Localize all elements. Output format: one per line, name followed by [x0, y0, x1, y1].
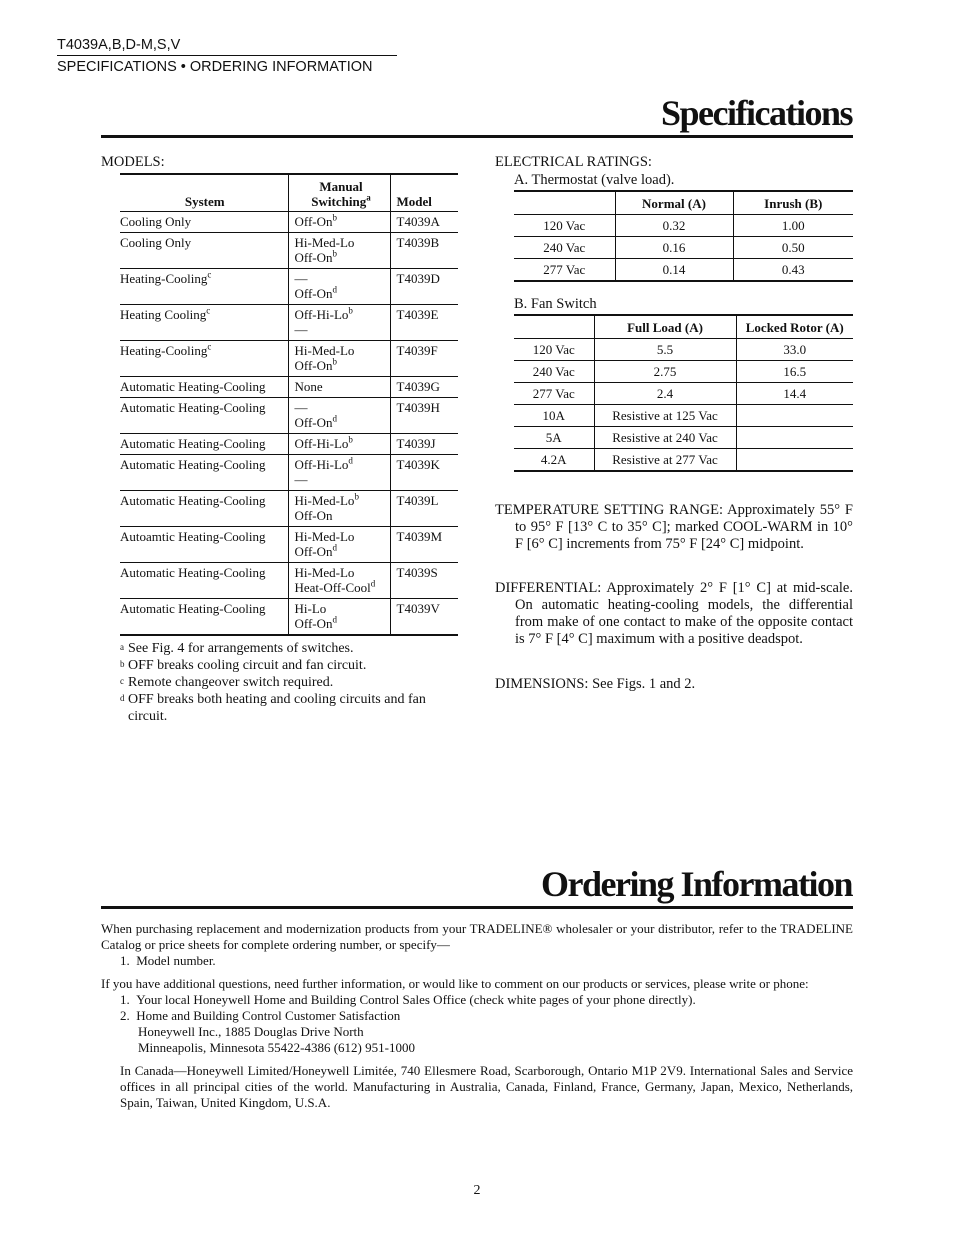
table-row — [514, 405, 853, 427]
switching-cell — [288, 341, 390, 377]
table-row — [120, 491, 458, 527]
switching-line-2: Off-On — [294, 250, 333, 265]
model-cell: T4039S — [390, 563, 458, 599]
switching-line-2: Off-On — [294, 358, 333, 373]
table-row — [120, 341, 458, 377]
table-cell — [736, 427, 853, 449]
switching-cell — [288, 455, 390, 491]
system-text: Automatic Heating-Cooling — [120, 493, 266, 508]
footnote: c Remote changeover switch required. — [120, 675, 334, 690]
footnote-text: See Fig. 4 for arrangements of switches. — [128, 641, 354, 656]
switching-cell — [288, 434, 390, 455]
dimensions-block — [495, 676, 853, 693]
system-cell — [120, 563, 288, 599]
footnote-ref: a — [366, 192, 371, 203]
table-row — [120, 527, 458, 563]
differential-text: DIFFERENTIAL: Approximately 2° F [1° C] at mid-scale. On automatic heating-cooling models, the differential from make of one contact to make of the opposite contact is 7° F [4° C] maximum with a positive deadspot. — [495, 580, 853, 647]
page-number: 2 — [473, 1183, 481, 1198]
system-cell — [120, 341, 288, 377]
switching-line-2: Off-On — [294, 286, 333, 301]
address-line-2: Minneapolis, Minnesota 55422-4386 (612) 951-1000 — [138, 1040, 415, 1055]
specifications-rule — [101, 135, 853, 138]
switching-line-2: Heat-Off-Cool — [294, 580, 371, 595]
footnote-text: OFF breaks both heating and cooling circuits and fan circuit. — [128, 692, 426, 724]
system-text: Automatic Heating-Cooling — [120, 457, 266, 472]
column-header — [514, 191, 615, 215]
switching-cell — [288, 269, 390, 305]
model-cell: T4039K — [390, 455, 458, 491]
system-cell — [120, 398, 288, 434]
system-cell — [120, 527, 288, 563]
footnote-ref: c — [206, 305, 211, 316]
switching-line-2: Off-On — [294, 508, 333, 523]
header-system: System — [120, 174, 288, 212]
footnote-ref: d — [332, 542, 338, 553]
footnote-ref: d — [370, 578, 376, 589]
header-model: Model — [390, 174, 458, 212]
footnote: b OFF breaks cooling circuit and fan circuit. — [120, 658, 367, 673]
table-cell: 0.32 — [615, 215, 733, 237]
switching-cell — [288, 527, 390, 563]
column-header: Inrush (B) — [733, 191, 853, 215]
switching-cell — [288, 563, 390, 599]
system-cell — [120, 233, 288, 269]
footnote-ref: d — [332, 614, 338, 625]
fan-switch-label: B. Fan Switch — [514, 296, 597, 312]
differential-block — [495, 580, 853, 648]
footnote-text: Remote changeover switch required. — [128, 675, 334, 690]
footnote-ref: b — [332, 248, 338, 259]
switching-cell — [288, 212, 390, 233]
contact-item-1: 1. Your local Honeywell Home and Building Control Sales Office (check white pages of your phone directly). — [120, 992, 696, 1007]
table-row — [514, 237, 853, 259]
table-row — [120, 455, 458, 491]
table-cell: 277 Vac — [514, 259, 615, 282]
system-text: Cooling Only — [120, 235, 192, 250]
switching-line-1: Hi-Med-Lo — [294, 343, 355, 358]
header-switching — [288, 174, 390, 212]
thermostat-label: A. Thermostat (valve load). — [514, 172, 675, 188]
header-section-line: SPECIFICATIONS • ORDERING INFORMATION — [57, 59, 373, 75]
switching-line-2: — — [294, 322, 308, 337]
table-row — [514, 361, 853, 383]
system-cell — [120, 599, 288, 636]
canada-paragraph: In Canada—Honeywell Limited/Honeywell Limitée, 740 Ellesmere Road, Scarborough, Ontario M1P 2V9. International Sales and Service offices in all principal cities of the world. Manufacturing in Australia, Canada, Finland, France, Germany, Japan, Mexico, Netherlands, Spain, Taiwan, United Kingdom, U.S.A. — [120, 1063, 853, 1110]
model-cell: T4039E — [390, 305, 458, 341]
contact-item-2: 2. Home and Building Control Customer Satisfaction — [120, 1008, 401, 1023]
system-text: Automatic Heating-Cooling — [120, 565, 266, 580]
dimensions-text: DIMENSIONS: See Figs. 1 and 2. — [495, 676, 696, 692]
switching-line-1: Off-Hi-Lo — [294, 307, 349, 322]
footnote-ref: b — [354, 491, 359, 502]
models-label: MODELS: — [101, 154, 165, 170]
model-cell: T4039V — [390, 599, 458, 636]
switching-cell — [288, 491, 390, 527]
table-cell: 277 Vac — [514, 383, 594, 405]
model-cell: T4039A — [390, 212, 458, 233]
table-row — [120, 398, 458, 434]
contact-intro: If you have additional questions, need further information, or would like to comment on our products or services, please write or phone: — [101, 976, 809, 991]
column-header: Full Load (A) — [594, 315, 736, 339]
system-cell — [120, 377, 288, 398]
system-text: Automatic Heating-Cooling — [120, 601, 266, 616]
specifications-title: Specifications — [661, 93, 852, 133]
footnote-ref: c — [207, 341, 212, 352]
table-row — [514, 259, 853, 282]
table-cell: 120 Vac — [514, 215, 615, 237]
table-row — [514, 215, 853, 237]
system-text: Heating-Cooling — [120, 343, 208, 358]
model-cell: T4039F — [390, 341, 458, 377]
table-cell — [736, 405, 853, 427]
system-cell — [120, 491, 288, 527]
model-cell: T4039J — [390, 434, 458, 455]
column-header: Normal (A) — [615, 191, 733, 215]
fan-switch-ratings-table — [514, 314, 853, 472]
table-cell: 120 Vac — [514, 339, 594, 361]
table-row — [120, 233, 458, 269]
table-cell: 0.14 — [615, 259, 733, 282]
table-row — [514, 383, 853, 405]
model-cell: T4039D — [390, 269, 458, 305]
table-cell: Resistive at 125 Vac — [594, 405, 736, 427]
system-text: Heating Cooling — [120, 307, 207, 322]
footnote-ref: d — [332, 284, 338, 295]
switching-line-1: None — [294, 379, 323, 394]
table-row — [120, 269, 458, 305]
footnote: d OFF breaks both heating and cooling circuits and fan circuit. — [120, 692, 426, 724]
switching-line-1: Off-Hi-Lo — [294, 457, 349, 472]
temperature-range-text: TEMPERATURE SETTING RANGE: Approximately 55° F to 95° F [13° C to 35° C]; marked COOL-WARM in 10° F [6° C] increments from 75° F [24° C] midpoint. — [495, 502, 853, 552]
switching-line-1: Hi-Med-Lo — [294, 235, 355, 250]
table-cell: 14.4 — [736, 383, 853, 405]
switching-line-2: — — [294, 472, 308, 487]
switching-cell — [288, 599, 390, 636]
model-cell: T4039M — [390, 527, 458, 563]
table-cell: 16.5 — [736, 361, 853, 383]
table-cell: 240 Vac — [514, 237, 615, 259]
switching-line-2: Off-On — [294, 415, 333, 430]
header-switching-line2: Switching — [311, 194, 367, 209]
table-cell: 0.50 — [733, 237, 853, 259]
table-row — [514, 339, 853, 361]
switching-line-1: Off-Hi-Lo — [294, 436, 349, 451]
table-row — [120, 434, 458, 455]
table-cell: 0.43 — [733, 259, 853, 282]
header-rule — [57, 55, 397, 56]
system-text: Automatic Heating-Cooling — [120, 436, 266, 451]
system-cell — [120, 269, 288, 305]
header-switching-line1: Manual — [319, 179, 363, 194]
table-cell: 5.5 — [594, 339, 736, 361]
footnote-ref: b — [332, 212, 338, 223]
table-cell: Resistive at 277 Vac — [594, 449, 736, 472]
models-footnotes — [120, 640, 458, 725]
footnote-ref: b — [332, 356, 338, 367]
switching-cell — [288, 377, 390, 398]
table-cell: 1.00 — [733, 215, 853, 237]
running-header — [57, 36, 397, 76]
model-cell: T4039B — [390, 233, 458, 269]
system-cell — [120, 305, 288, 341]
ordering-title: Ordering Information — [541, 864, 852, 904]
ordering-rule — [101, 906, 853, 909]
switching-line-2: Off-On — [294, 616, 333, 631]
system-text: Autoamtic Heating-Cooling — [120, 529, 266, 544]
footnote-ref: c — [207, 269, 212, 280]
table-cell: 2.75 — [594, 361, 736, 383]
table-cell — [736, 449, 853, 472]
models-table-header — [120, 174, 458, 212]
table-cell: 33.0 — [736, 339, 853, 361]
table-header-row — [514, 315, 853, 339]
table-cell: 240 Vac — [514, 361, 594, 383]
models-table — [120, 173, 458, 636]
footnote-text: OFF breaks cooling circuit and fan circuit. — [128, 658, 367, 673]
table-row — [120, 563, 458, 599]
switching-line-1: Hi-Med-Lo — [294, 565, 355, 580]
table-cell: Resistive at 240 Vac — [594, 427, 736, 449]
model-cell: T4039H — [390, 398, 458, 434]
switching-cell — [288, 398, 390, 434]
table-cell: 10A — [514, 405, 594, 427]
ordering-intro-item: 1. Model number. — [120, 953, 216, 968]
system-text: Automatic Heating-Cooling — [120, 400, 266, 415]
temperature-range-block — [495, 502, 853, 553]
switching-cell — [288, 233, 390, 269]
footnote: a See Fig. 4 for arrangements of switches. — [120, 641, 354, 656]
switching-line-1: — — [294, 400, 308, 415]
column-header: Locked Rotor (A) — [736, 315, 853, 339]
system-cell — [120, 434, 288, 455]
thermostat-ratings-table — [514, 190, 853, 282]
ordering-body — [101, 921, 853, 1111]
switching-line-2: Off-On — [294, 544, 333, 559]
electrical-label: ELECTRICAL RATINGS: — [495, 154, 652, 170]
table-cell: 2.4 — [594, 383, 736, 405]
table-cell: 5A — [514, 427, 594, 449]
footnote-ref: d — [332, 413, 338, 424]
switching-line-1: Hi-Med-Lo — [294, 529, 355, 544]
column-header — [514, 315, 594, 339]
system-text: Heating-Cooling — [120, 271, 208, 286]
switching-line-1: — — [294, 271, 308, 286]
footnote-ref: b — [348, 434, 353, 445]
table-row — [120, 305, 458, 341]
header-model-line: T4039A,B,D-M,S,V — [57, 37, 181, 53]
table-cell: 0.16 — [615, 237, 733, 259]
address-line-1: Honeywell Inc., 1885 Douglas Drive North — [138, 1024, 364, 1039]
system-cell — [120, 212, 288, 233]
table-row — [514, 427, 853, 449]
table-header-row — [514, 191, 853, 215]
model-cell: T4039L — [390, 491, 458, 527]
switching-line-1: Hi-Lo — [294, 601, 327, 616]
table-row — [120, 599, 458, 636]
system-text: Automatic Heating-Cooling — [120, 379, 266, 394]
table-row — [120, 212, 458, 233]
table-row — [120, 377, 458, 398]
system-cell — [120, 455, 288, 491]
table-cell: 4.2A — [514, 449, 594, 472]
system-text: Cooling Only — [120, 214, 192, 229]
switching-cell — [288, 305, 390, 341]
model-cell: T4039G — [390, 377, 458, 398]
footnote-ref: b — [348, 305, 353, 316]
footnote-ref: d — [348, 455, 353, 466]
switching-line-1: Off-On — [294, 214, 333, 229]
switching-line-1: Hi-Med-Lo — [294, 493, 355, 508]
table-row — [514, 449, 853, 472]
ordering-intro: When purchasing replacement and modernization products from your TRADELINE® wholesaler or your distributor, refer to the TRADELINE Catalog or price sheets for complete ordering number, or specify— — [101, 921, 853, 952]
